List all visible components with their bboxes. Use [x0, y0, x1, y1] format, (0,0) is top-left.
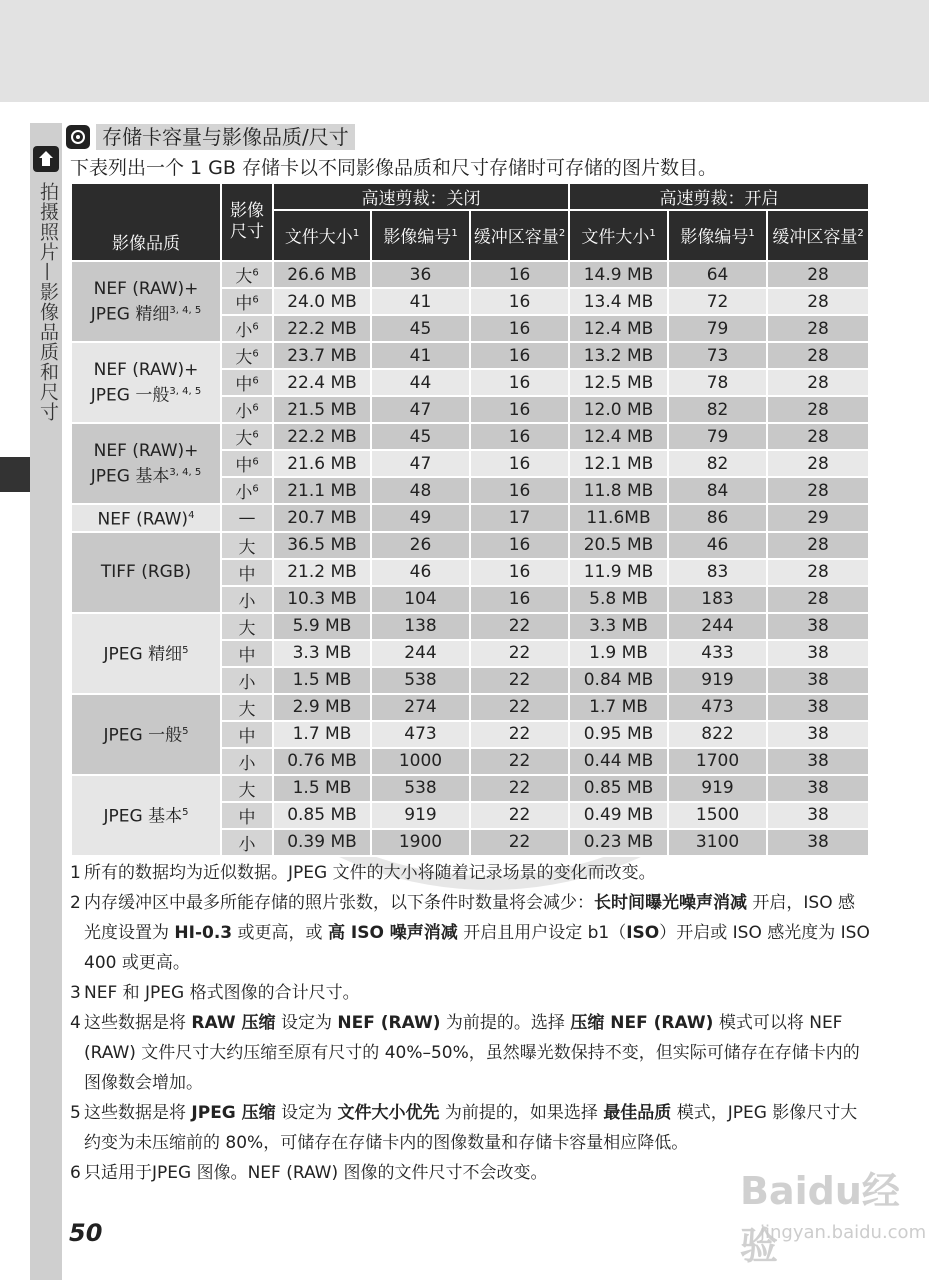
size-label: 小: [235, 321, 253, 341]
value-cell-f1: 10.3 MB: [273, 586, 371, 613]
value-cell-b1: 16: [470, 396, 569, 423]
value-cell-b2: 38: [767, 802, 869, 829]
size-label: 大: [238, 699, 256, 720]
size-label: 中: [235, 456, 253, 476]
value-cell-n1: 274: [371, 694, 470, 721]
quality-label-line: JPEG 一般: [103, 725, 183, 746]
value-cell-b1: 22: [470, 640, 569, 667]
footnote-run: 或更高，或: [232, 923, 328, 943]
footnote-run: NEF 和 JPEG 格式图像的合计尺寸。: [84, 983, 360, 1003]
quality-label-line: JPEG 基本: [103, 806, 183, 827]
value-cell-b2: 28: [767, 288, 869, 315]
value-cell-b1: 16: [470, 288, 569, 315]
col-file-on: [569, 210, 668, 261]
value-cell-b2: 38: [767, 667, 869, 694]
value-cell-f1: 1.5 MB: [273, 775, 371, 802]
footnotes: [70, 858, 870, 1188]
value-cell-n1: 244: [371, 640, 470, 667]
footnote-emphasis: HI-0.3: [174, 923, 233, 943]
size-label: 大: [235, 429, 253, 449]
value-cell-n1: 919: [371, 802, 470, 829]
footnote-run: 开启且用户设定 b1（: [457, 923, 627, 943]
col-buffer-label: 缓冲区容量: [473, 227, 559, 248]
footnote-mark: 6: [252, 375, 259, 387]
value-cell-b1: 17: [470, 504, 569, 532]
value-cell-f2: 0.49 MB: [569, 802, 668, 829]
table-row: [71, 613, 869, 640]
quality-label-line: NEF (RAW)+: [93, 278, 199, 299]
value-cell-b1: 22: [470, 694, 569, 721]
value-cell-n2: 82: [668, 450, 767, 477]
col-quality-header: 影像品质: [71, 183, 221, 261]
value-cell-n2: 822: [668, 721, 767, 748]
value-cell-n1: 45: [371, 423, 470, 450]
value-cell-n1: 41: [371, 342, 470, 369]
col-buffer-off: [470, 210, 569, 261]
col-size-label: 影像尺寸: [230, 201, 264, 242]
value-cell-f2: 1.7 MB: [569, 694, 668, 721]
table-body: [71, 261, 869, 856]
footnote-mark: 6: [252, 483, 259, 495]
value-cell-b1: 22: [470, 667, 569, 694]
size-cell: [221, 748, 273, 775]
value-cell-f2: 14.9 MB: [569, 261, 668, 288]
footnote-mark: 3, 4, 5: [169, 304, 202, 316]
footnote-mark: 3, 4, 5: [169, 385, 202, 397]
table-row: [71, 532, 869, 559]
footnote-run: 只适用于JPEG 图像。NEF (RAW) 图像的文件尺寸不会改变。: [84, 1163, 548, 1183]
value-cell-n2: 84: [668, 477, 767, 504]
value-cell-b1: 16: [470, 450, 569, 477]
value-cell-n2: 183: [668, 586, 767, 613]
footnote-number: 4: [70, 1013, 81, 1033]
footnote-mark: 2: [558, 227, 566, 239]
footnote-mark: 6: [252, 321, 259, 333]
quality-cell: [71, 342, 221, 423]
value-cell-n2: 3100: [668, 829, 767, 856]
value-cell-f2: 12.4 MB: [569, 423, 668, 450]
value-cell-b2: 28: [767, 261, 869, 288]
size-cell: [221, 369, 273, 396]
side-tab-marker: [0, 457, 30, 492]
footnote-emphasis: 压缩 NEF (RAW): [570, 1013, 714, 1033]
col-file-label: 文件大小: [581, 227, 650, 248]
quality-cell: [71, 423, 221, 504]
size-cell: [221, 396, 273, 423]
value-cell-f1: 1.5 MB: [273, 667, 371, 694]
value-cell-n2: 244: [668, 613, 767, 640]
value-cell-n2: 473: [668, 694, 767, 721]
quality-label-line: JPEG 精细: [103, 644, 183, 665]
value-cell-n1: 104: [371, 586, 470, 613]
size-cell: [221, 586, 273, 613]
col-count-off: [371, 210, 470, 261]
footnote-run: 设定为: [275, 1013, 338, 1033]
size-label: 小: [235, 402, 253, 422]
footnote-mark: 5: [182, 726, 189, 738]
value-cell-f2: 0.85 MB: [569, 775, 668, 802]
col-file-label: 文件大小: [284, 227, 353, 248]
memory-card-icon: [66, 125, 90, 149]
value-cell-b1: 16: [470, 315, 569, 342]
value-cell-b1: 22: [470, 802, 569, 829]
size-label: 小: [235, 483, 253, 503]
value-cell-f2: 20.5 MB: [569, 532, 668, 559]
value-cell-f1: 3.3 MB: [273, 640, 371, 667]
value-cell-f1: 26.6 MB: [273, 261, 371, 288]
size-cell: [221, 342, 273, 369]
value-cell-b2: 28: [767, 423, 869, 450]
size-cell: [221, 721, 273, 748]
top-band: [0, 0, 929, 102]
size-cell: [221, 477, 273, 504]
footnote-mark: 1: [451, 227, 458, 239]
footnote-mark: 6: [252, 294, 259, 306]
value-cell-n2: 919: [668, 667, 767, 694]
table-row: [71, 423, 869, 450]
footnote-mark: 6: [252, 348, 259, 360]
sidebar-section-label: 拍摄照片—影像品质和尺寸: [37, 182, 59, 422]
size-label: 小: [238, 834, 256, 855]
value-cell-f2: 1.9 MB: [569, 640, 668, 667]
value-cell-b2: 28: [767, 342, 869, 369]
footnote-run: 这些数据是将: [84, 1013, 192, 1033]
value-cell-b1: 16: [470, 261, 569, 288]
value-cell-n2: 82: [668, 396, 767, 423]
size-cell: [221, 694, 273, 721]
value-cell-b2: 28: [767, 315, 869, 342]
value-cell-f2: 11.8 MB: [569, 477, 668, 504]
size-cell: [221, 261, 273, 288]
value-cell-n1: 26: [371, 532, 470, 559]
value-cell-n1: 36: [371, 261, 470, 288]
section-title: [66, 123, 355, 151]
value-cell-f1: 21.2 MB: [273, 559, 371, 586]
value-cell-n1: 1000: [371, 748, 470, 775]
value-cell-n1: 45: [371, 315, 470, 342]
value-cell-n2: 64: [668, 261, 767, 288]
value-cell-b1: 16: [470, 369, 569, 396]
footnote-item: [70, 978, 870, 1008]
size-label: 中: [235, 294, 253, 314]
value-cell-b1: 16: [470, 477, 569, 504]
value-cell-b2: 28: [767, 559, 869, 586]
value-cell-n1: 538: [371, 775, 470, 802]
footnote-item: [70, 858, 870, 888]
value-cell-b2: 28: [767, 369, 869, 396]
footnote-mark: 3, 4, 5: [169, 466, 202, 478]
value-cell-b2: 38: [767, 775, 869, 802]
value-cell-n1: 473: [371, 721, 470, 748]
size-cell: [221, 775, 273, 802]
value-cell-f2: 12.0 MB: [569, 396, 668, 423]
value-cell-b2: 38: [767, 694, 869, 721]
quality-label-line: JPEG 精细: [90, 304, 170, 325]
value-cell-n2: 83: [668, 559, 767, 586]
value-cell-b1: 16: [470, 423, 569, 450]
quality-label-line: JPEG 一般: [90, 385, 170, 406]
value-cell-n2: 433: [668, 640, 767, 667]
value-cell-n1: 46: [371, 559, 470, 586]
footnote-mark: 6: [252, 456, 259, 468]
value-cell-n1: 47: [371, 450, 470, 477]
value-cell-f1: 21.6 MB: [273, 450, 371, 477]
footnote-item: [70, 1008, 870, 1098]
footnote-mark: 6: [252, 402, 259, 414]
footnote-mark: 5: [182, 645, 189, 657]
footnote-run: 模式，JPEG 影像尺寸大约变为未压缩前的 80%，可储存在存储卡内的图像数量和存储卡容量相应降低。: [84, 1103, 858, 1153]
quality-label-line: JPEG 基本: [90, 466, 170, 487]
col-count-on: [668, 210, 767, 261]
group-off-header: 高速剪裁：关闭: [273, 183, 569, 210]
value-cell-b2: 38: [767, 748, 869, 775]
page-title: 存储卡容量与影像品质/尺寸: [96, 124, 355, 150]
footnote-run: 内存缓冲区中最多所能存储的照片张数，以下条件时数量将会减少：: [84, 893, 594, 913]
table-row: [71, 504, 869, 532]
value-cell-f1: 24.0 MB: [273, 288, 371, 315]
footnote-run: ）开启或 ISO 感光度为 ISO 400 或更高。: [84, 923, 870, 973]
footnote-number: 5: [70, 1103, 81, 1123]
value-cell-f2: 12.4 MB: [569, 315, 668, 342]
size-cell: [221, 423, 273, 450]
size-cell: [221, 315, 273, 342]
value-cell-f1: 21.1 MB: [273, 477, 371, 504]
value-cell-n2: 79: [668, 315, 767, 342]
col-buffer-on: [767, 210, 869, 261]
value-cell-f1: 5.9 MB: [273, 613, 371, 640]
col-file-off: [273, 210, 371, 261]
footnote-emphasis: 高 ISO 噪声消减: [327, 923, 458, 943]
table-row: [71, 775, 869, 802]
size-label: 小: [238, 591, 256, 612]
quality-cell: [71, 775, 221, 856]
camera-shooting-icon: [33, 146, 59, 172]
footnote-text: [84, 888, 870, 978]
value-cell-b2: 38: [767, 613, 869, 640]
footnote-emphasis: 长时间曝光噪声消减: [594, 893, 747, 913]
value-cell-f2: 0.23 MB: [569, 829, 668, 856]
value-cell-b2: 38: [767, 640, 869, 667]
value-cell-f2: 13.4 MB: [569, 288, 668, 315]
footnote-run: 为前提的。选择: [440, 1013, 571, 1033]
size-cell: [221, 532, 273, 559]
footnote-mark: 1: [352, 227, 360, 239]
footnote-mark: 5: [182, 807, 189, 819]
quality-cell: [71, 613, 221, 694]
footnote-run: 开启，ISO 感光度设置为: [84, 893, 855, 943]
value-cell-n1: 41: [371, 288, 470, 315]
value-cell-b2: 29: [767, 504, 869, 532]
col-buffer-label: 缓冲区容量: [772, 227, 858, 248]
value-cell-f1: 1.7 MB: [273, 721, 371, 748]
value-cell-b2: 28: [767, 450, 869, 477]
value-cell-n2: 79: [668, 423, 767, 450]
value-cell-f1: 0.39 MB: [273, 829, 371, 856]
size-label: 中: [238, 645, 256, 666]
value-cell-n2: 86: [668, 504, 767, 532]
quality-label-line: TIFF (RGB): [100, 562, 192, 583]
baidu-watermark-url: jingyan.baidu.com: [760, 1222, 927, 1243]
value-cell-f2: 0.44 MB: [569, 748, 668, 775]
baidu-watermark: Baidu经验: [740, 1169, 900, 1268]
size-cell: [221, 802, 273, 829]
footnote-mark: 4: [188, 510, 195, 521]
value-cell-b1: 22: [470, 721, 569, 748]
page-number: 50: [69, 1219, 103, 1247]
value-cell-f1: 22.4 MB: [273, 369, 371, 396]
value-cell-n1: 48: [371, 477, 470, 504]
value-cell-f2: 12.5 MB: [569, 369, 668, 396]
value-cell-b1: 16: [470, 586, 569, 613]
footnote-text: [84, 1008, 870, 1098]
table-row: [71, 342, 869, 369]
footnote-mark: 1: [748, 227, 755, 239]
size-label: 中: [238, 726, 256, 747]
value-cell-n1: 1900: [371, 829, 470, 856]
size-label: 大: [238, 618, 256, 639]
footnote-emphasis: ISO: [626, 923, 660, 943]
footnote-number: 6: [70, 1163, 81, 1183]
value-cell-f2: 11.6MB: [569, 504, 668, 532]
footnote-mark: 2: [857, 227, 864, 239]
size-label: 中: [238, 807, 256, 828]
quality-label-line: NEF (RAW)+: [93, 440, 199, 461]
group-on-header: 高速剪裁：开启: [569, 183, 869, 210]
value-cell-b1: 22: [470, 748, 569, 775]
value-cell-n2: 1500: [668, 802, 767, 829]
footnote-run: 所有的数据均为近似数据。JPEG 文件的大小将随着记录场景的变化而改变。: [84, 863, 656, 883]
value-cell-f1: 20.7 MB: [273, 504, 371, 532]
quality-cell: [71, 261, 221, 342]
size-label: 小: [238, 753, 256, 774]
size-cell: [221, 829, 273, 856]
footnote-run: 设定为: [275, 1103, 338, 1123]
size-cell: [221, 613, 273, 640]
quality-cell: [71, 694, 221, 775]
size-label: 中: [235, 375, 253, 395]
size-cell: [221, 559, 273, 586]
value-cell-b2: 28: [767, 532, 869, 559]
intro-text: 下表列出一个 1 GB 存储卡以不同影像品质和尺寸存储时可存储的图片数目。: [70, 157, 717, 179]
value-cell-f1: 22.2 MB: [273, 423, 371, 450]
col-count-label: 影像编号: [383, 227, 452, 248]
footnote-text: [84, 978, 870, 1008]
footnote-number: 3: [70, 983, 81, 1003]
size-cell: [221, 504, 273, 532]
value-cell-b1: 22: [470, 829, 569, 856]
footnote-emphasis: NEF (RAW): [337, 1013, 441, 1033]
value-cell-f2: 11.9 MB: [569, 559, 668, 586]
quality-cell: [71, 504, 221, 532]
footnote-text: [84, 1098, 870, 1158]
footnote-run: 为前提的，如果选择: [439, 1103, 604, 1123]
value-cell-f2: 5.8 MB: [569, 586, 668, 613]
value-cell-f2: 0.84 MB: [569, 667, 668, 694]
value-cell-f2: 0.95 MB: [569, 721, 668, 748]
value-cell-f1: 0.76 MB: [273, 748, 371, 775]
value-cell-f1: 21.5 MB: [273, 396, 371, 423]
value-cell-n2: 78: [668, 369, 767, 396]
size-cell: [221, 288, 273, 315]
value-cell-n2: 72: [668, 288, 767, 315]
table-row: [71, 694, 869, 721]
value-cell-b2: 28: [767, 586, 869, 613]
value-cell-b1: 16: [470, 559, 569, 586]
footnote-emphasis: JPEG 压缩: [191, 1103, 276, 1123]
table-row: [71, 261, 869, 288]
value-cell-n2: 1700: [668, 748, 767, 775]
footnote-emphasis: 文件大小优先: [337, 1103, 440, 1123]
value-cell-n1: 49: [371, 504, 470, 532]
value-cell-f2: 12.1 MB: [569, 450, 668, 477]
value-cell-b2: 38: [767, 829, 869, 856]
footnote-mark: 6: [252, 267, 259, 279]
footnote-emphasis: RAW 压缩: [191, 1013, 276, 1033]
capacity-table: [70, 182, 870, 857]
value-cell-n2: 46: [668, 532, 767, 559]
quality-label-line: NEF (RAW): [97, 509, 189, 530]
value-cell-b1: 22: [470, 775, 569, 802]
value-cell-n1: 44: [371, 369, 470, 396]
value-cell-f1: 22.2 MB: [273, 315, 371, 342]
col-count-label: 影像编号: [680, 227, 749, 248]
size-label: 小: [238, 672, 256, 693]
size-label: 中: [238, 564, 256, 585]
value-cell-f2: 13.2 MB: [569, 342, 668, 369]
footnote-item: [70, 888, 870, 978]
value-cell-b2: 28: [767, 396, 869, 423]
footnote-run: 模式可以将 NEF (RAW) 文件尺寸大约压缩至原有尺寸的 40%–50%，虽然曝光数保持不变，但实际可储存在存储卡内的图像数会增加。: [84, 1013, 860, 1093]
size-label: 大: [235, 267, 253, 287]
size-cell: [221, 450, 273, 477]
value-cell-b1: 22: [470, 613, 569, 640]
footnote-number: 2: [70, 893, 81, 913]
quality-label-line: NEF (RAW)+: [93, 359, 199, 380]
value-cell-f1: 23.7 MB: [273, 342, 371, 369]
value-cell-n2: 919: [668, 775, 767, 802]
footnote-mark: 1: [649, 227, 656, 239]
footnote-emphasis: 最佳品质: [603, 1103, 672, 1123]
size-label: 大: [235, 348, 253, 368]
value-cell-b2: 28: [767, 477, 869, 504]
col-size-header: [221, 183, 273, 261]
footnote-number: 1: [70, 863, 81, 883]
footnote-item: [70, 1098, 870, 1158]
value-cell-n1: 138: [371, 613, 470, 640]
size-label: —: [238, 507, 256, 528]
value-cell-f1: 36.5 MB: [273, 532, 371, 559]
footnote-run: 这些数据是将: [84, 1103, 192, 1123]
size-label: 大: [238, 780, 256, 801]
value-cell-f2: 3.3 MB: [569, 613, 668, 640]
value-cell-n1: 47: [371, 396, 470, 423]
size-cell: [221, 667, 273, 694]
value-cell-f1: 2.9 MB: [273, 694, 371, 721]
footnote-mark: 6: [252, 429, 259, 441]
value-cell-n2: 73: [668, 342, 767, 369]
value-cell-b1: 16: [470, 532, 569, 559]
quality-cell: [71, 532, 221, 613]
value-cell-f1: 0.85 MB: [273, 802, 371, 829]
value-cell-n1: 538: [371, 667, 470, 694]
size-cell: [221, 640, 273, 667]
value-cell-b2: 38: [767, 721, 869, 748]
value-cell-b1: 16: [470, 342, 569, 369]
size-label: 大: [238, 537, 256, 558]
footnote-text: [84, 858, 870, 888]
